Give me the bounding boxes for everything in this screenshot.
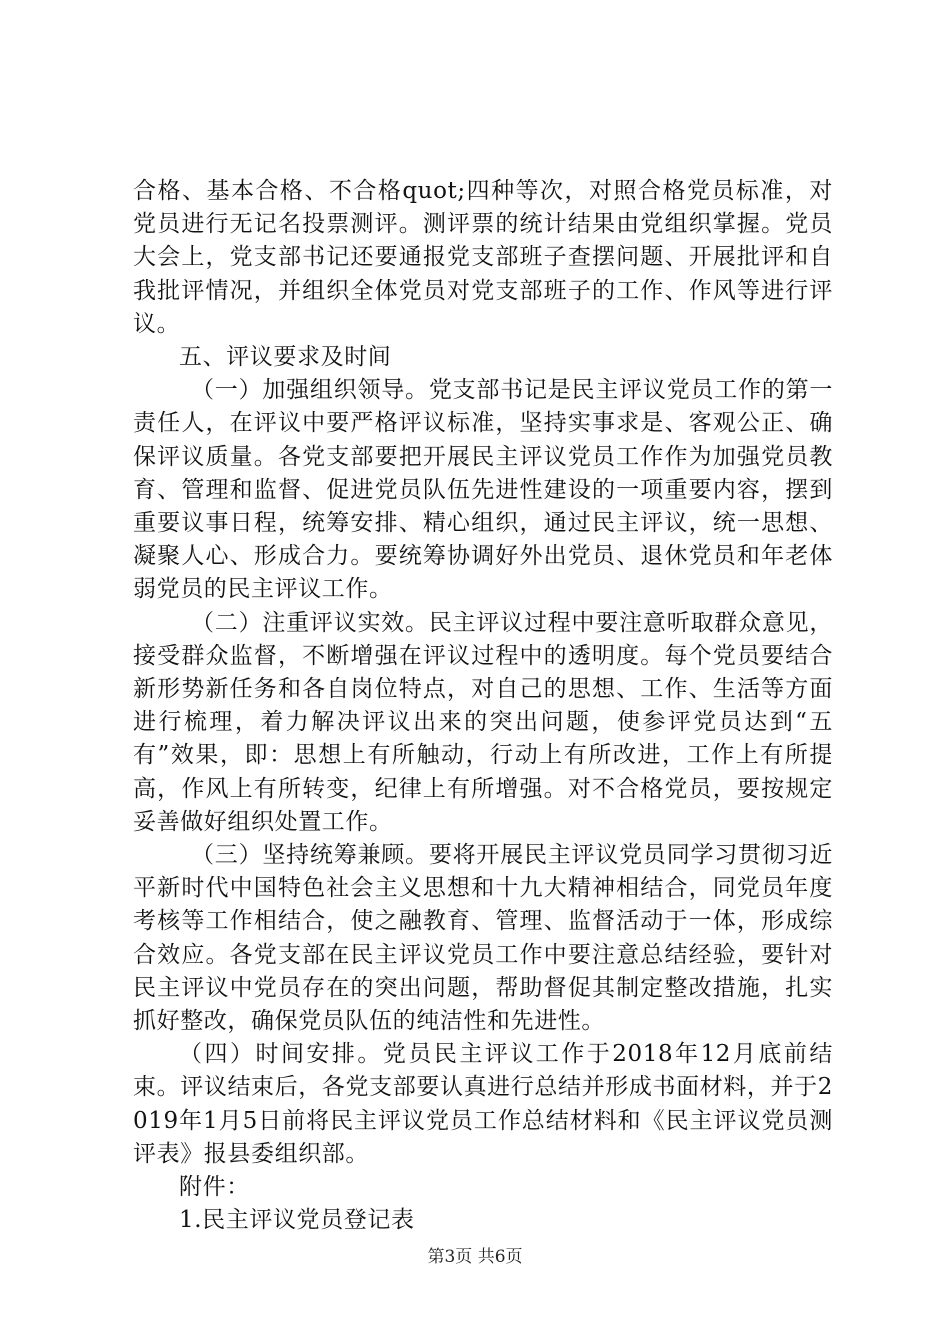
paragraph-item-4: （四）时间安排。党员民主评议工作于2018年12月底前结束。评议结束后，各党支部要认真进行总结并形成书面材料，并于2019年1月5日前将民主评议党员工作总结材料和《民主评议党员测评表》报县委组织部。 [133,1041,833,1167]
paragraph-continuation: 合格、基本合格、不合格quot;四种等次，对照合格党员标准，对党员进行无记名投票测评。测评票的统计结果由党组织掌握。党员大会上，党支部书记还要通报党支部班子查摆问题、开展批评和自我批评情况，并组织全体党员对党支部班子的工作、作风等进行评议。 [133,178,833,337]
paragraph-item-3: （三）坚持统筹兼顾。要将开展民主评议党员同学习贯彻习近平新时代中国特色社会主义思想和十九大精神相结合，同党员年度考核等工作相结合，使之融教育、管理、监督活动于一体，形成综合效应。各党支部在民主评议党员工作中要注意总结经验，要针对民主评议中党员存在的突出问题，帮助督促其制定整改措施，扎实抓好整改，确保党员队伍的纯洁性和先进性。 [133,842,833,1035]
attachment-item: 1.民主评议党员登记表 [179,1207,415,1234]
section-heading: 五、评议要求及时间 [179,344,392,371]
attachments-label: 附件： [179,1174,250,1201]
paragraph-item-1: （一）加强组织领导。党支部书记是民主评议党员工作的第一责任人，在评议中要严格评议标准，坚持实事求是、客观公正、确保评议质量。各党支部要把开展民主评议党员工作作为加强党员教育、管理和监督、促进党员队伍先进性建设的一项重要内容，摆到重要议事日程，统筹安排、精心组织，通过民主评议，统一思想、凝聚人心、形成合力。要统筹协调好外出党员、退休党员和年老体弱党员的民主评议工作。 [133,377,833,603]
document-body [133,175,833,1238]
page-number-footer: 第3页 共6页 [427,1247,523,1267]
paragraph-item-2: （二）注重评议实效。民主评议过程中要注意听取群众意见，接受群众监督，不断增强在评议过程中的透明度。每个党员要结合新形势新任务和各自岗位特点，对自己的思想、工作、生活等方面进行梳理，着力解决评议出来的突出问题，使参评党员达到“五有”效果，即：思想上有所触动，行动上有所改进，工作上有所提高，作风上有所转变，纪律上有所增强。对不合格党员，要按规定妥善做好组织处置工作。 [133,609,833,835]
